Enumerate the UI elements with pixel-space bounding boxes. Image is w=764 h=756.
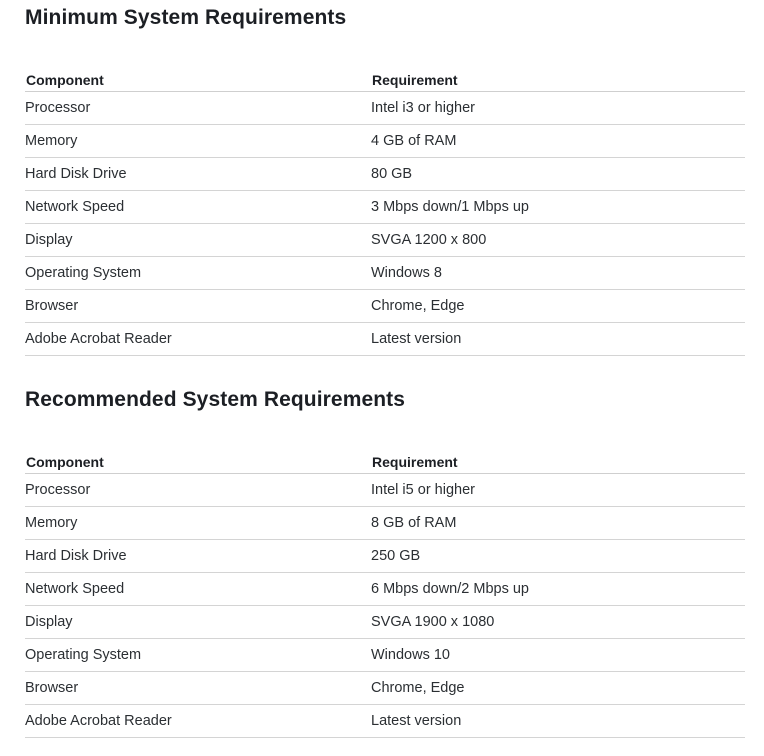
requirement-cell: Windows 10 xyxy=(371,639,745,672)
column-header-component: Component xyxy=(25,66,371,92)
requirement-cell: 80 GB xyxy=(371,158,745,191)
component-cell: Operating System xyxy=(25,257,371,290)
minimum-requirements-title: Minimum System Requirements xyxy=(25,6,347,29)
requirement-cell: 8 GB of RAM xyxy=(371,507,745,540)
component-cell: Memory xyxy=(25,507,371,540)
table-header-row xyxy=(25,448,745,474)
minimum-requirements-section xyxy=(25,0,745,356)
component-cell: Processor xyxy=(25,92,371,125)
requirement-cell: 6 Mbps down/2 Mbps up xyxy=(371,573,745,606)
requirement-cell: SVGA 1900 x 1080 xyxy=(371,606,745,639)
table-row xyxy=(25,639,745,672)
requirement-cell: SVGA 1200 x 800 xyxy=(371,224,745,257)
requirement-cell: Chrome, Edge xyxy=(371,672,745,705)
component-cell: Display xyxy=(25,224,371,257)
table-row xyxy=(25,474,745,507)
requirement-cell: Intel i3 or higher xyxy=(371,92,745,125)
component-cell: Processor xyxy=(25,474,371,507)
requirement-cell: Latest version xyxy=(371,705,745,738)
table-row xyxy=(25,224,745,257)
table-row xyxy=(25,92,745,125)
recommended-requirements-table xyxy=(25,448,745,738)
minimum-requirements-table xyxy=(25,66,745,356)
table-row xyxy=(25,672,745,705)
column-header-requirement: Requirement xyxy=(371,66,745,92)
table-row xyxy=(25,290,745,323)
component-cell: Operating System xyxy=(25,639,371,672)
table-row xyxy=(25,257,745,290)
component-cell: Hard Disk Drive xyxy=(25,540,371,573)
recommended-requirements-section xyxy=(25,382,745,738)
requirement-cell: 4 GB of RAM xyxy=(371,125,745,158)
table-row xyxy=(25,606,745,639)
component-cell: Browser xyxy=(25,672,371,705)
component-cell: Network Speed xyxy=(25,191,371,224)
table-row xyxy=(25,573,745,606)
table-row xyxy=(25,705,745,738)
component-cell: Memory xyxy=(25,125,371,158)
requirement-cell: 250 GB xyxy=(371,540,745,573)
table-row xyxy=(25,125,745,158)
requirement-cell: Intel i5 or higher xyxy=(371,474,745,507)
column-header-component: Component xyxy=(25,448,371,474)
component-cell: Hard Disk Drive xyxy=(25,158,371,191)
table-row xyxy=(25,323,745,356)
component-cell: Browser xyxy=(25,290,371,323)
table-row xyxy=(25,191,745,224)
requirement-cell: Windows 8 xyxy=(371,257,745,290)
table-row xyxy=(25,507,745,540)
requirement-cell: Chrome, Edge xyxy=(371,290,745,323)
column-header-requirement: Requirement xyxy=(371,448,745,474)
recommended-requirements-title: Recommended System Requirements xyxy=(25,388,406,411)
table-header-row xyxy=(25,66,745,92)
table-row xyxy=(25,540,745,573)
requirement-cell: 3 Mbps down/1 Mbps up xyxy=(371,191,745,224)
table-row xyxy=(25,158,745,191)
component-cell: Adobe Acrobat Reader xyxy=(25,323,371,356)
requirement-cell: Latest version xyxy=(371,323,745,356)
component-cell: Network Speed xyxy=(25,573,371,606)
component-cell: Adobe Acrobat Reader xyxy=(25,705,371,738)
component-cell: Display xyxy=(25,606,371,639)
